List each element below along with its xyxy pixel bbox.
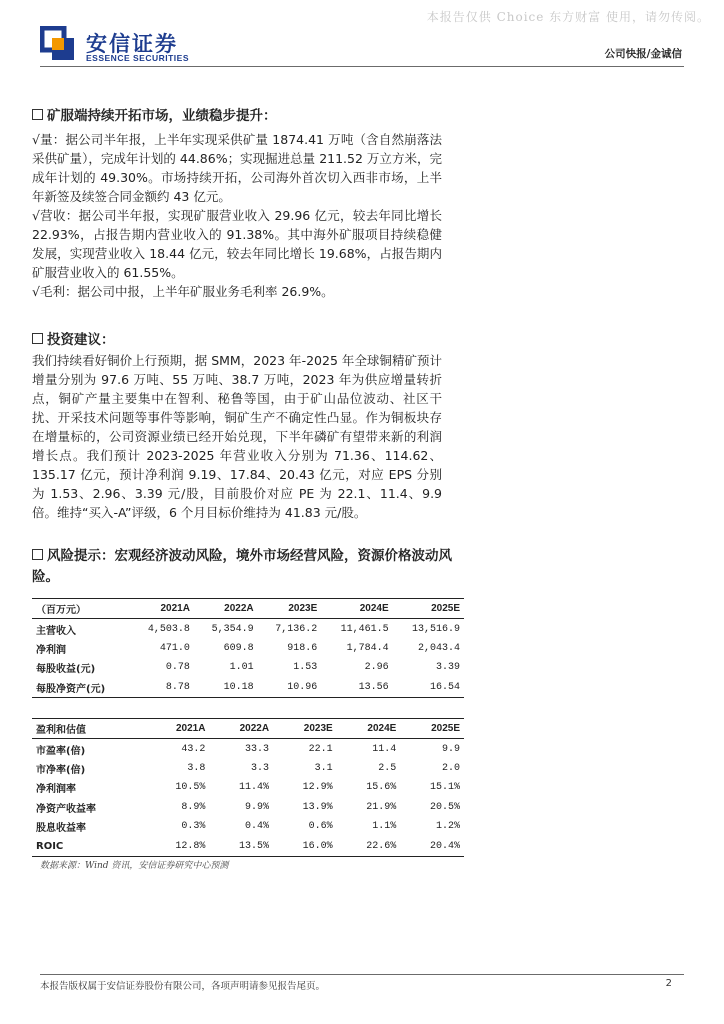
section-body-mining-service [32,130,442,301]
table-cell: 2.0 [441,762,460,774]
table-cell: 8.78 [130,678,194,698]
bullet-square-icon [32,333,43,344]
table-cell: 0.4% [245,821,270,833]
table-cell: 0.3% [181,821,206,833]
table-cell: 5,354.9 [211,623,254,635]
table-cell: 0.6% [308,821,333,833]
table-cell: 22.1 [308,743,333,755]
table-cell: 609.8 [223,642,254,654]
table-header-row [32,599,464,619]
table-cell: 1.53 [293,662,318,674]
table-cell: 2,043.4 [417,642,460,654]
table-cell: 471.0 [159,642,190,654]
table-cell: 10.5% [175,782,206,794]
logo-mark-icon [40,26,76,62]
table-cell: 2.96 [364,662,389,674]
table-row [32,817,464,836]
table-row [32,836,464,856]
bullet-square-icon [32,549,43,560]
row-label: 每股收益(元) [36,664,96,676]
table-cell: 13.9% [302,801,333,813]
section-body-investment [32,351,442,522]
financial-summary-table [32,598,464,698]
paragraph-investment-advice: 我们持续看好铜价上行预期，据 SMM，2023 年-2025 年全球铜精矿预计增量分别为 97.6 万吨、55 万吨、38.7 万吨，2023 年为供应增量转折点，铜矿产量主要集中在智利、秘鲁等国，由于矿山品位波动、社区干扰、开采技术问题等事件等影响，铜矿生产不确定性凸显。作为铜板块存在增量标的，公司资源业绩已经开始兑现，下半年磷矿有望带来新的利润增长点。我们预计 2023-2025 年营业收入分别为 71.36、114.62、135.17 亿元，预计净利润 9.19、17.84、20.43 亿元，对应 EPS 分别为 1.53、2.96、3.39 元/股，目前股价对应 PE 为 22.1、11.4、9.9 倍。维持“买入-A”评级，6 个月目标价维持为 41.83 元/股。 [32,353,442,520]
footer-divider [40,974,684,975]
table-row [32,639,464,658]
data-source-note: 数据来源：Wind 资讯，安信证券研究中心预测 [40,861,229,871]
bullet-square-icon [32,109,43,120]
section-heading-investment [32,328,115,348]
table-cell: 1.01 [229,662,254,674]
logo-english-name: ESSENCE SECURITIES [86,53,189,63]
report-type-label: 公司快报/金诚信 [604,48,682,60]
table-cell: 3.1 [314,762,333,774]
table-cell: 15.6% [366,782,397,794]
table-header-row [32,719,464,739]
company-logo [40,26,240,66]
row-label: 净利润率 [36,784,76,796]
table-cell: 0.78 [165,662,190,674]
table-header-cell: 2025E [400,719,464,739]
table-cell: 33.3 [245,743,270,755]
copyright-footer: 本报告版权属于安信证券股份有限公司，各项声明请参见报告尾页。 [40,981,326,992]
row-label: 每股净资产(元) [32,678,130,698]
table-header-cell: 2021A [146,719,210,739]
table-cell: 3.8 [187,762,206,774]
watermark-text: 本报告仅供 Choice 东方财富 使用，请勿传阅。 [426,10,710,24]
table-cell: 9.9 [441,743,460,755]
table-cell: 11,461.5 [340,623,389,635]
table-cell: 10.96 [258,678,322,698]
table-cell: 13,516.9 [411,623,460,635]
table-cell: 918.6 [287,642,318,654]
table-cell: 2.5 [378,762,397,774]
row-label: 市盈率(倍) [36,745,86,757]
table-header-cell: 2022A [209,719,273,739]
section-heading-mining-service [32,104,277,124]
logo-chinese-name: 安信证券 [86,32,178,56]
table-row [32,778,464,797]
page-number: 2 [665,978,672,989]
table-header-cell: 2023E [258,599,322,619]
table-header-cell: 2022A [194,599,258,619]
table-cell: 13.56 [321,678,392,698]
table-row [32,739,464,759]
table-cell: 20.5% [429,801,460,813]
table-cell: 20.4% [400,836,464,856]
table-cell: 8.9% [181,801,206,813]
table-cell: 16.0% [273,836,337,856]
row-label: ROIC [32,836,146,856]
risk-warning [32,546,452,588]
table-header-cell: 2024E [337,719,401,739]
risk-text: 风险提示：宏观经济波动风险，境外市场经营风险，资源价格波动风险。 [32,548,452,585]
row-label: 主营收入 [36,625,76,637]
row-label: 市净率(倍) [36,764,86,776]
paragraph-revenue: √营收：据公司半年报，实现矿服营业收入 29.96 亿元，较去年同比增长 22.93%，占报告期内营业收入的 91.38%。其中海外矿服项目持续稳健发展，实现营业收入 18.44 亿元，较去年同比增长 19.68%，占报告期内矿服营业收入的 61.55%。 [32,208,442,280]
table-cell: 21.9% [366,801,397,813]
table-cell: 11.4 [372,743,397,755]
table-cell: 15.1% [429,782,460,794]
table-header-cell: 盈利和估值 [32,719,146,739]
table-cell: 10.18 [194,678,258,698]
table-header-cell: 2024E [321,599,392,619]
table-header-cell: 2023E [273,719,337,739]
table-row [32,658,464,677]
table-cell: 1,784.4 [346,642,389,654]
table-cell: 43.2 [181,743,206,755]
row-label: 净资产收益率 [36,803,96,815]
table-cell: 11.4% [239,782,270,794]
table-cell: 1.1% [372,821,397,833]
section-title: 矿服端持续开拓市场，业绩稳步提升： [47,108,277,124]
table-header-cell: 2025E [393,599,464,619]
table-header-cell: 2021A [130,599,194,619]
table-row [32,759,464,778]
table-cell: 7,136.2 [275,623,318,635]
table-cell: 9.9% [245,801,270,813]
valuation-table [32,718,464,857]
table-cell: 12.9% [302,782,333,794]
table-row [32,678,464,698]
row-label: 股息收益率 [36,823,86,835]
table-cell: 3.39 [435,662,460,674]
paragraph-gross-margin: √毛利：据公司中报，上半年矿服业务毛利率 26.9%。 [32,284,334,299]
paragraph-volume: √量：据公司半年报，上半年实现采供矿量 1874.41 万吨（含自然崩落法采供矿量），完成年计划的 44.86%；实现掘进总量 211.52 万立方米，完成年计划的 49.30%。市场持续开拓，公司海外首次切入西非市场，上半年新签及续签合同金额约 43 亿元。 [32,132,442,204]
table-cell: 1.2% [435,821,460,833]
table-cell: 13.5% [209,836,273,856]
table-row [32,619,464,639]
table-cell: 16.54 [393,678,464,698]
row-label: 净利润 [36,644,66,656]
table-row [32,798,464,817]
table-cell: 12.8% [146,836,210,856]
table-cell: 22.6% [337,836,401,856]
header-divider [40,66,684,67]
table-cell: 4,503.8 [147,623,190,635]
table-cell: 3.3 [251,762,270,774]
section-title: 投资建议： [47,332,115,348]
table-header-cell: （百万元） [32,599,130,619]
